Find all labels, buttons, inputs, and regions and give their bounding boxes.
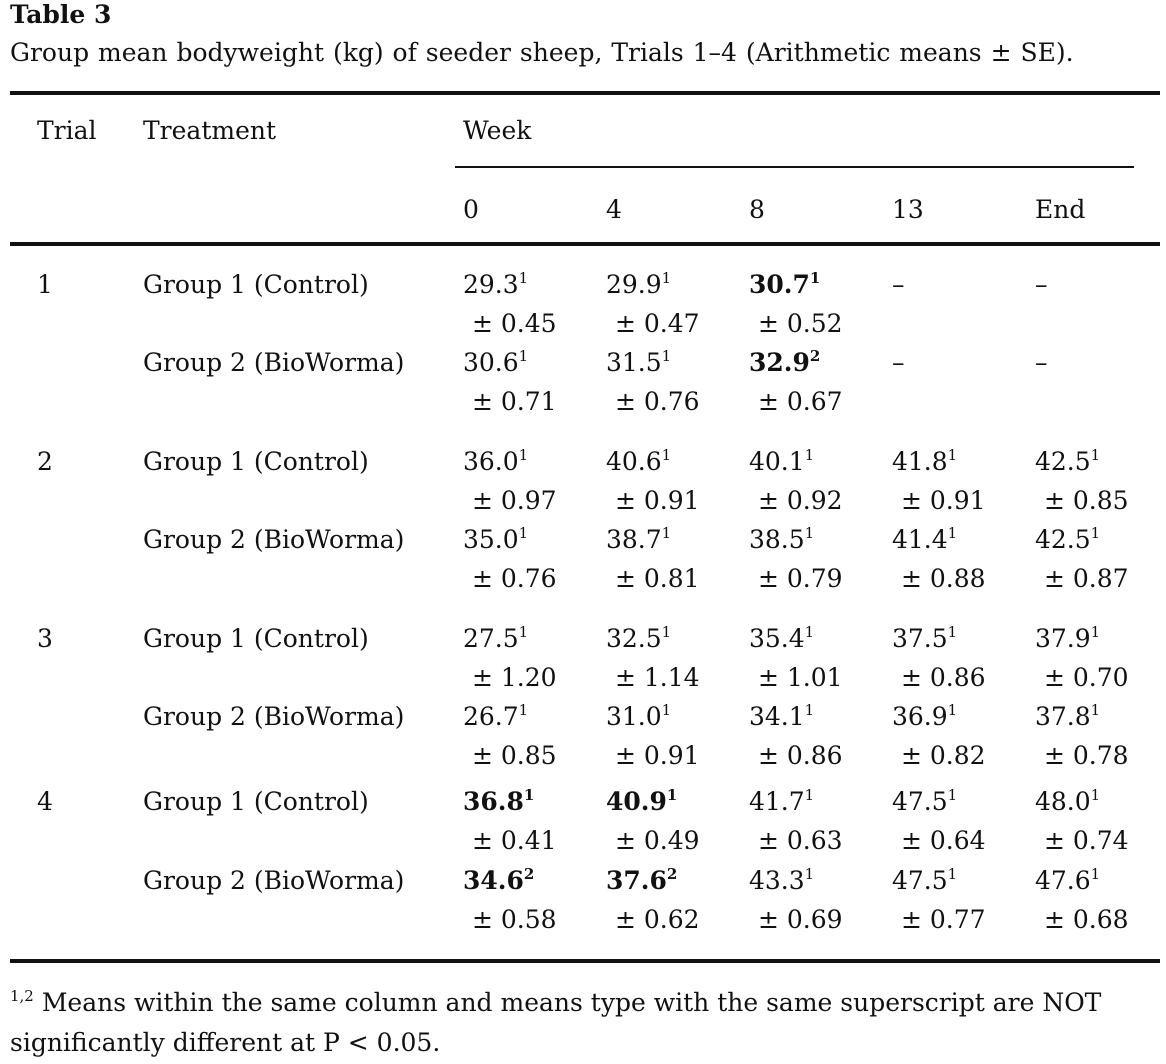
mean-value [1035,624,1100,654]
mean-number: 42.5 [1035,525,1091,554]
mean-number: 48.0 [1035,787,1091,816]
mean-value [463,270,528,300]
standard-error: ± 0.81 [615,564,700,593]
standard-error: ± 0.76 [615,387,700,416]
standard-error: ± 1.20 [472,663,557,692]
header-treatment: Treatment [143,116,277,145]
standard-error: ± 0.68 [1044,905,1129,934]
mean-value [1035,447,1100,477]
mean-value [749,702,814,732]
significance-superscript: 1 [661,524,672,542]
mean-number: 37.9 [1035,624,1091,653]
significance-superscript: 1 [518,347,529,365]
mean-value [892,348,905,378]
significance-superscript: 1 [661,701,672,719]
mean-value [749,787,814,817]
standard-error: ± 0.64 [901,826,986,855]
standard-error: ± 0.62 [615,905,700,934]
significance-superscript: 2 [666,865,678,883]
trial-number: 2 [37,447,53,476]
mean-value [463,624,528,654]
mean-value [892,447,957,477]
significance-superscript: 1 [661,269,672,287]
top-rule [10,91,1160,95]
mean-number: 30.7 [749,270,810,299]
significance-superscript: 1 [661,347,672,365]
standard-error: ± 0.86 [901,663,986,692]
mean-number: 35.0 [463,525,519,554]
mean-number: 27.5 [463,624,519,653]
mean-value [749,525,814,555]
mean-value [606,270,671,300]
mean-number: 32.9 [749,348,810,377]
standard-error: ± 0.85 [472,741,557,770]
mean-number: – [892,348,905,377]
mean-value [463,787,534,817]
mean-number: 40.1 [749,447,805,476]
week-header-end: End [1035,195,1086,224]
week-header-4: 4 [606,195,622,224]
treatment-label: Group 1 (Control) [143,787,369,816]
significance-superscript: 1 [804,786,815,804]
mean-value [606,624,671,654]
mean-number: 41.8 [892,447,948,476]
mean-value [463,348,528,378]
footnote [10,983,1160,1063]
standard-error: ± 0.79 [758,564,843,593]
mean-value [606,866,677,896]
table-caption: Group mean bodyweight (kg) of seeder sheep, Trials 1–4 (Arithmetic means ± SE). [10,38,1074,67]
mean-value [749,270,820,300]
mean-value [606,525,671,555]
week-header-13: 13 [892,195,924,224]
significance-superscript: 2 [809,347,821,365]
standard-error: ± 0.41 [472,826,557,855]
standard-error: ± 0.49 [615,826,700,855]
mean-number: 32.5 [606,624,662,653]
significance-superscript: 1 [804,524,815,542]
mean-number: 37.6 [606,866,667,895]
standard-error: ± 1.01 [758,663,843,692]
mean-number: 42.5 [1035,447,1091,476]
mean-value [463,866,534,896]
mean-number: 29.9 [606,270,662,299]
week-rule [455,166,1134,168]
mean-value [892,702,957,732]
significance-superscript: 1 [1090,524,1101,542]
standard-error: ± 0.97 [472,486,557,515]
standard-error: ± 0.58 [472,905,557,934]
mean-number: 36.8 [463,787,524,816]
standard-error: ± 0.82 [901,741,986,770]
standard-error: ± 0.52 [758,309,843,338]
mean-number: 47.6 [1035,866,1091,895]
trial-number: 3 [37,624,53,653]
standard-error: ± 0.45 [472,309,557,338]
significance-superscript: 1 [1090,701,1101,719]
mean-value [463,702,528,732]
significance-superscript: 1 [1090,786,1101,804]
header-trial: Trial [37,116,97,145]
table-label: Table 3 [10,0,112,29]
bottom-rule [10,959,1160,963]
mean-value [1035,787,1100,817]
mean-value [463,447,528,477]
mean-number: – [1035,348,1048,377]
mean-number: 41.7 [749,787,805,816]
standard-error: ± 0.86 [758,741,843,770]
mean-value [892,787,957,817]
significance-superscript: 1 [947,865,958,883]
mean-number: 41.4 [892,525,948,554]
significance-superscript: 1 [947,701,958,719]
mean-number: 34.1 [749,702,805,731]
significance-superscript: 1 [518,701,529,719]
significance-superscript: 1 [804,623,815,641]
significance-superscript: 1 [518,524,529,542]
footnote-marker: 1,2 [10,987,34,1005]
standard-error: ± 1.14 [615,663,700,692]
mean-number: 36.0 [463,447,519,476]
standard-error: ± 0.67 [758,387,843,416]
header-rule [10,242,1160,246]
standard-error: ± 0.91 [901,486,986,515]
treatment-label: Group 2 (BioWorma) [143,525,405,554]
mean-value [892,866,957,896]
standard-error: ± 0.85 [1044,486,1129,515]
standard-error: ± 0.71 [472,387,557,416]
footnote-text: Means within the same column and means type with the same superscript are NOT significantly different at P < 0.05. [10,988,1102,1057]
mean-value [749,447,814,477]
mean-number: 36.9 [892,702,948,731]
mean-number: 34.6 [463,866,524,895]
standard-error: ± 0.47 [615,309,700,338]
mean-number: 29.3 [463,270,519,299]
standard-error: ± 0.92 [758,486,843,515]
mean-number: 43.3 [749,866,805,895]
mean-number: – [1035,270,1048,299]
significance-superscript: 1 [1090,865,1101,883]
week-header-0: 0 [463,195,479,224]
mean-value [606,702,671,732]
mean-value [1035,348,1048,378]
significance-superscript: 1 [523,786,535,804]
mean-value [606,787,677,817]
treatment-label: Group 2 (BioWorma) [143,702,405,731]
significance-superscript: 1 [804,865,815,883]
mean-value [463,525,528,555]
mean-value [1035,270,1048,300]
mean-value [606,348,671,378]
significance-superscript: 1 [809,269,821,287]
significance-superscript: 1 [518,623,529,641]
mean-value [892,525,957,555]
trial-number: 1 [37,270,53,299]
standard-error: ± 0.88 [901,564,986,593]
mean-number: 31.0 [606,702,662,731]
mean-number: 47.5 [892,866,948,895]
standard-error: ± 0.74 [1044,826,1129,855]
significance-superscript: 1 [518,269,529,287]
standard-error: ± 0.91 [615,741,700,770]
significance-superscript: 1 [661,446,672,464]
mean-number: 31.5 [606,348,662,377]
standard-error: ± 0.91 [615,486,700,515]
mean-value [892,624,957,654]
standard-error: ± 0.87 [1044,564,1129,593]
mean-value [1035,525,1100,555]
significance-superscript: 1 [947,446,958,464]
significance-superscript: 1 [947,623,958,641]
treatment-label: Group 1 (Control) [143,447,369,476]
mean-value [1035,702,1100,732]
standard-error: ± 0.69 [758,905,843,934]
trial-number: 4 [37,787,53,816]
significance-superscript: 1 [1090,446,1101,464]
treatment-label: Group 2 (BioWorma) [143,866,405,895]
header-week: Week [463,116,532,145]
standard-error: ± 0.77 [901,905,986,934]
standard-error: ± 0.78 [1044,741,1129,770]
significance-superscript: 1 [947,786,958,804]
significance-superscript: 1 [804,701,815,719]
significance-superscript: 2 [523,865,535,883]
mean-number: 38.5 [749,525,805,554]
treatment-label: Group 1 (Control) [143,624,369,653]
significance-superscript: 1 [518,446,529,464]
significance-superscript: 1 [1090,623,1101,641]
mean-number: – [892,270,905,299]
mean-value [1035,866,1100,896]
mean-number: 38.7 [606,525,662,554]
mean-value [606,447,671,477]
mean-number: 37.5 [892,624,948,653]
mean-number: 30.6 [463,348,519,377]
mean-number: 47.5 [892,787,948,816]
mean-number: 40.6 [606,447,662,476]
mean-value [749,624,814,654]
significance-superscript: 1 [661,623,672,641]
standard-error: ± 0.76 [472,564,557,593]
mean-value [892,270,905,300]
mean-value [749,866,814,896]
mean-value [749,348,820,378]
mean-number: 40.9 [606,787,667,816]
treatment-label: Group 1 (Control) [143,270,369,299]
mean-number: 35.4 [749,624,805,653]
mean-number: 37.8 [1035,702,1091,731]
significance-superscript: 1 [947,524,958,542]
mean-number: 26.7 [463,702,519,731]
significance-superscript: 1 [804,446,815,464]
treatment-label: Group 2 (BioWorma) [143,348,405,377]
standard-error: ± 0.70 [1044,663,1129,692]
week-header-8: 8 [749,195,765,224]
standard-error: ± 0.63 [758,826,843,855]
significance-superscript: 1 [666,786,678,804]
